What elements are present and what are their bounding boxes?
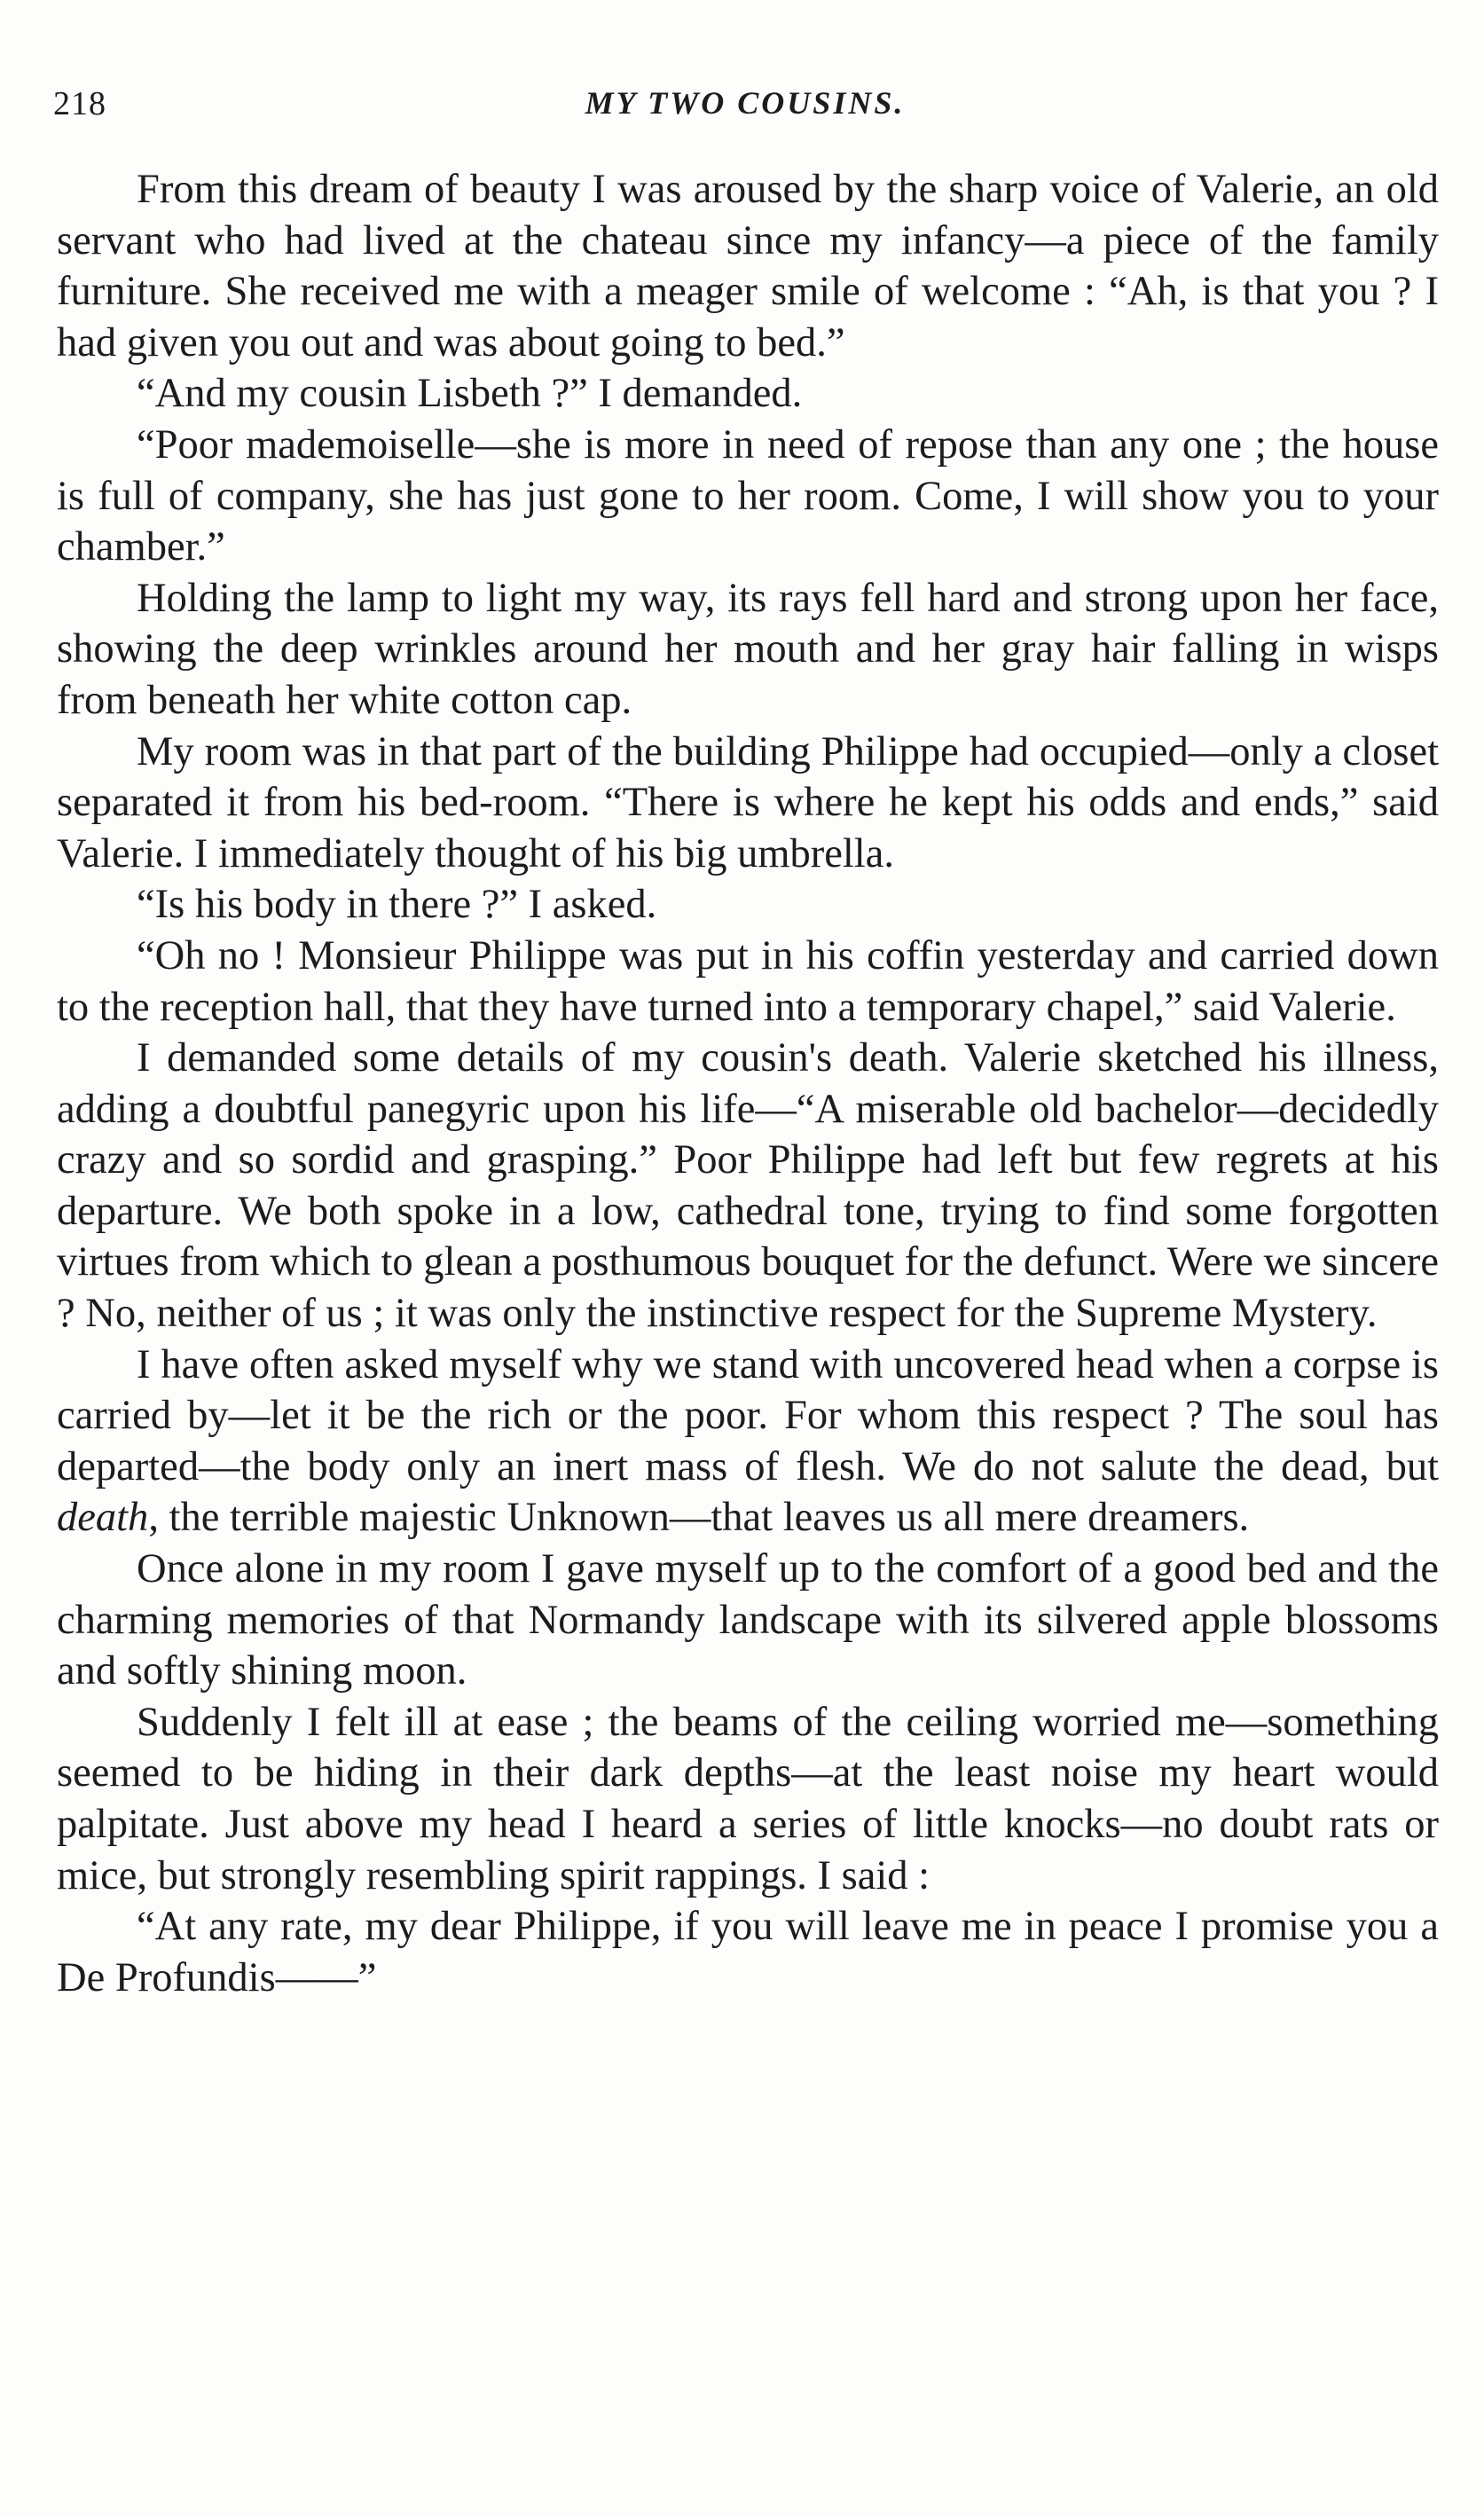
page-number: 218: [53, 85, 106, 122]
page-header: [53, 84, 1437, 138]
paragraph-respect-after: , the terrible majestic Unknown—that leaves us all mere dreamers.: [148, 1495, 1250, 1541]
paragraph-room: My room was in that part of the building Philippe had occupied—only a closet separated it from his bed-room. “There is where he kept his odds and ends,” said Valerie. I immediately thought of his big umbrella.: [57, 728, 1439, 876]
paragraph-lamp: Holding the lamp to light my way, its rays fell hard and strong upon her face, showing the deep wrinkles around her mouth and her gray hair falling in wisps from beneath her white cotton cap.: [57, 575, 1439, 723]
paragraph-ill-at-ease: Suddenly I felt ill at ease ; the beams of the ceiling worried me—something seemed to be hiding in their dark depths—at the least noise my heart would palpitate. Just above my head I heard a series of little knocks—no doubt rats or mice, but strongly resembling spirit rappings. I said :: [57, 1699, 1439, 1898]
paragraph-coffin: “Oh no ! Monsieur Philippe was put in his coffin yesterday and carried down to the reception hall, that they have turned into a temporary chapel,” said Valerie.: [57, 932, 1439, 1030]
paragraph-respect-italic: death: [57, 1495, 149, 1541]
body-text: [57, 164, 1439, 2003]
running-title: MY TWO COUSINS.: [585, 85, 906, 121]
paragraph-valerie-greeting: From this dream of beauty I was aroused by the sharp voice of Valerie, an old servant who had lived at the chateau since my infancy—a piece of the family furniture. She received me with a meager smile of welcome : “Ah, is that you ? I had given you out and was about going to bed.”: [57, 167, 1439, 365]
paragraph-mademoiselle-reply: “Poor mademoiselle—she is more in need of repose than any one ; the house is full of company, she has just gone to her room. Come, I will show you to your chamber.”: [57, 421, 1439, 570]
paragraph-respect-before: I have often asked myself why we stand with uncovered head when a corpse is carried by—let it be the rich or the poor. For whom this respect ? The soul has departed—the body only an inert mass of flesh. We do not salute the dead, but: [57, 1341, 1439, 1489]
paragraph-death-details: I demanded some details of my cousin's death. Valerie sketched his illness, adding a doubtful panegyric upon his life—“A miserable old bachelor—decidedly crazy and so sordid and grasping.” Poor Philippe had left but few regrets at his departure. We both spoke in a low, cathedral tone, trying to find some forgotten virtues from which to glean a posthumous bouquet for the defunct. Were we sincere ? No, neither of us ; it was only the instinctive respect for the Supreme Mystery.: [57, 1035, 1439, 1337]
paragraph-de-profundis: “At any rate, my dear Philippe, if you will leave me in peace I promise you a De Profundis——”: [57, 1904, 1439, 2000]
paragraph-alone: Once alone in my room I gave myself up to the comfort of a good bed and the charming memories of that Normandy landscape with its silvered apple blossoms and softly shining moon.: [57, 1546, 1439, 1694]
paragraph-respect: [57, 1340, 1439, 1544]
paragraph-lisbeth-question: “And my cousin Lisbeth ?” I demanded.: [137, 371, 803, 417]
paragraph-body-question: “Is his body in there ?” I asked.: [137, 882, 657, 928]
